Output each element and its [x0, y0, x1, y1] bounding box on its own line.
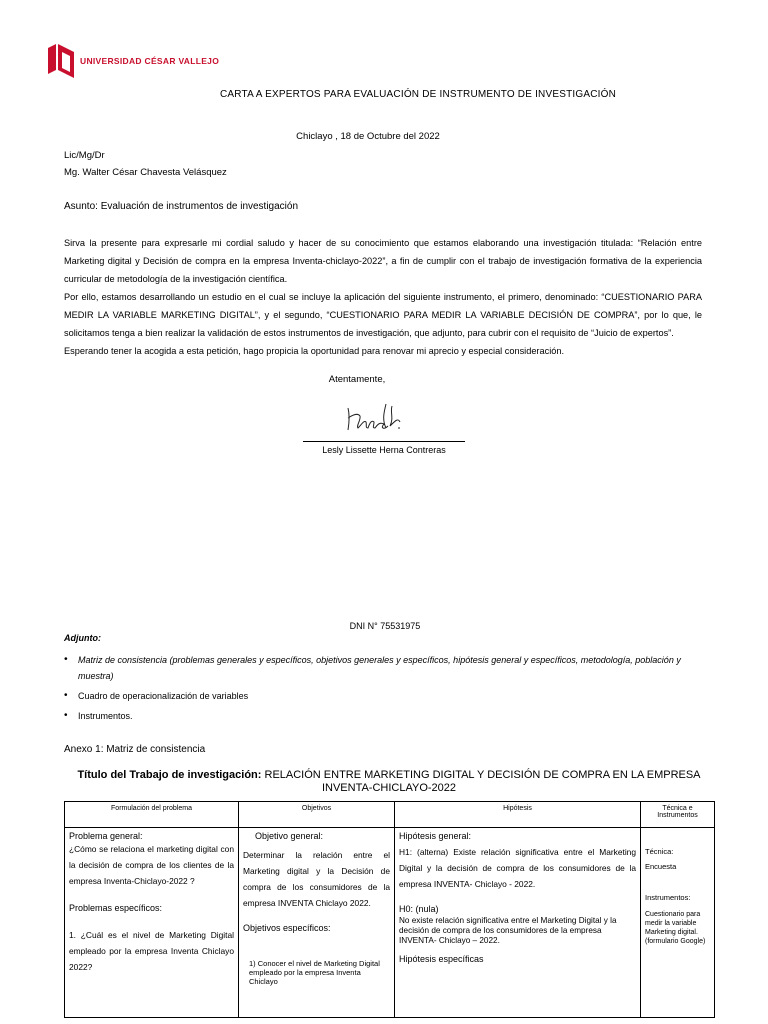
attachments-label: Adjunto:: [64, 633, 101, 643]
consistency-matrix-table: [64, 801, 715, 1018]
university-logo: [48, 44, 219, 78]
hypothesis-cell: [395, 828, 641, 1018]
header-problem: Formulación del problema: [65, 802, 239, 828]
research-title-label: Título del Trabajo de investigación:: [77, 769, 262, 781]
hypothesis-general-label: Hipótesis general:: [399, 831, 472, 841]
attachment-item: • Instrumentos.: [64, 708, 714, 724]
signer-name: Lesly Lissette Herna Contreras: [322, 445, 446, 455]
university-shield-icon: [48, 44, 74, 78]
letter-subject: Asunto: Evaluación de instrumentos de investigación: [64, 201, 299, 212]
problem-general-label: Problema general:: [69, 831, 143, 841]
signer-dni: DNI N° 75531975: [349, 621, 421, 631]
attachments-list: [64, 652, 714, 728]
university-name: UNIVERSIDAD CÉSAR VALLEJO: [80, 56, 220, 66]
attachment-item: • Matriz de consistencia (problemas generales y específicos, objetivos generales y específicos, hipótesis general y específicos, metodología, población y muestra): [64, 652, 714, 684]
problem-specific-label: Problemas específicos:: [69, 903, 163, 913]
salutation-title: Lic/Mg/Dr: [64, 150, 105, 161]
objective-general: Determinar la relación entre el Marketing digital y la Decisión de compra de los consumidores de la empresa INVENTA Chiclayo 2022.: [243, 850, 390, 908]
technique-cell: [641, 828, 715, 1018]
header-hypothesis: Hipótesis: [395, 802, 641, 828]
instruments-value: Cuestionario para medir la variable Marketing digital. (formulario Google): [645, 911, 706, 945]
annex-label: Anexo 1: Matriz de consistencia: [64, 744, 206, 755]
hypothesis-h0-label: H0: (nula): [399, 904, 439, 914]
problem-cell: [65, 828, 239, 1018]
attachment-item: • Cuadro de operacionalización de variables: [64, 688, 714, 704]
header-technique: Técnica e Instrumentos: [641, 802, 715, 828]
technique-label: Técnica:: [645, 847, 674, 856]
hypothesis-specific-label: Hipótesis específicas: [399, 954, 484, 964]
research-title-text: RELACIÓN ENTRE MARKETING DIGITAL Y DECISIÓN DE COMPRA EN LA EMPRESA INVENTA-CHICLAYO-2022: [264, 769, 701, 794]
hypothesis-h1: H1: (alterna) Existe relación significativa entre el Marketing Digital y la decisión de compra de los consumidores de la empresa INVENTA- Chiclayo - 2022.: [399, 847, 636, 889]
letter-body: [64, 234, 702, 360]
closing: Atentamente,: [328, 374, 386, 385]
hypothesis-h0: No existe relación significativa entre el Marketing Digital y la decisión de compra de los consumidores de la empresa INVENTA- Chiclayo – 2022.: [399, 916, 617, 945]
letter-title: CARTA A EXPERTOS PARA EVALUACIÓN DE INSTRUMENTO DE INVESTIGACIÓN: [219, 89, 617, 100]
objectives-cell: [239, 828, 395, 1018]
objective-specific-label: Objetivos específicos:: [243, 923, 331, 933]
objective-specific-1: 1) Conocer el nivel de Marketing Digital empleado por la empresa Inventa Chiclayo: [249, 959, 380, 986]
paragraph-1: Sirva la presente para expresarle mi cordial saludo y hacer de su conocimiento que estamos elaborando una investigación titulada: “Relación entre Marketing digital y Decisión de compra en la empresa Inventa-chiclayo-2022”, a fin de cumplir con el trabajo de investigación formativa de la experiencia curricular de metodología de la investigación científica.: [64, 238, 702, 284]
objective-general-label: Objetivo general:: [255, 831, 324, 841]
header-objectives: Objetivos: [239, 802, 395, 828]
technique-value: Encuesta: [645, 862, 677, 871]
problem-general: ¿Cómo se relaciona el marketing digital con la decisión de compra de los clientes de la empresa Inventa-Chiclayo-2022 ?: [69, 844, 234, 886]
letter-date: Chiclayo , 18 de Octubre del 2022: [296, 131, 440, 142]
paragraph-3: Esperando tener la acogida a esta petición, hago propicia la oportunidad para renovar mi aprecio y especial consideración.: [64, 346, 565, 356]
signature-line: [303, 441, 465, 442]
problem-specific-1: 1. ¿Cuál es el nivel de Marketing Digital empleado por la empresa Inventa Chiclayo 2022?: [69, 930, 234, 972]
paragraph-2: Por ello, estamos desarrollando un estudio en el cual se incluye la aplicación del siguiente instrumento, el primero, denominado: “CUESTIONARIO PARA MEDIR LA VARIABLE MARKETING DIGITAL”, y el segundo, “CUESTIONARIO PARA MEDIR LA VARIABLE DECISIÓN DE COMPRA”, por lo que, le solicitamos tenga a bien realizar la validación de estos instrumentos de investigación, que adjunto, para cubrir con el requisito de “Juicio de expertos”.: [64, 292, 702, 338]
instruments-label: Instrumentos:: [645, 893, 691, 902]
research-title: [64, 769, 714, 795]
recipient-name: Mg. Walter César Chavesta Velásquez: [64, 167, 227, 178]
signature-image: [340, 398, 410, 438]
